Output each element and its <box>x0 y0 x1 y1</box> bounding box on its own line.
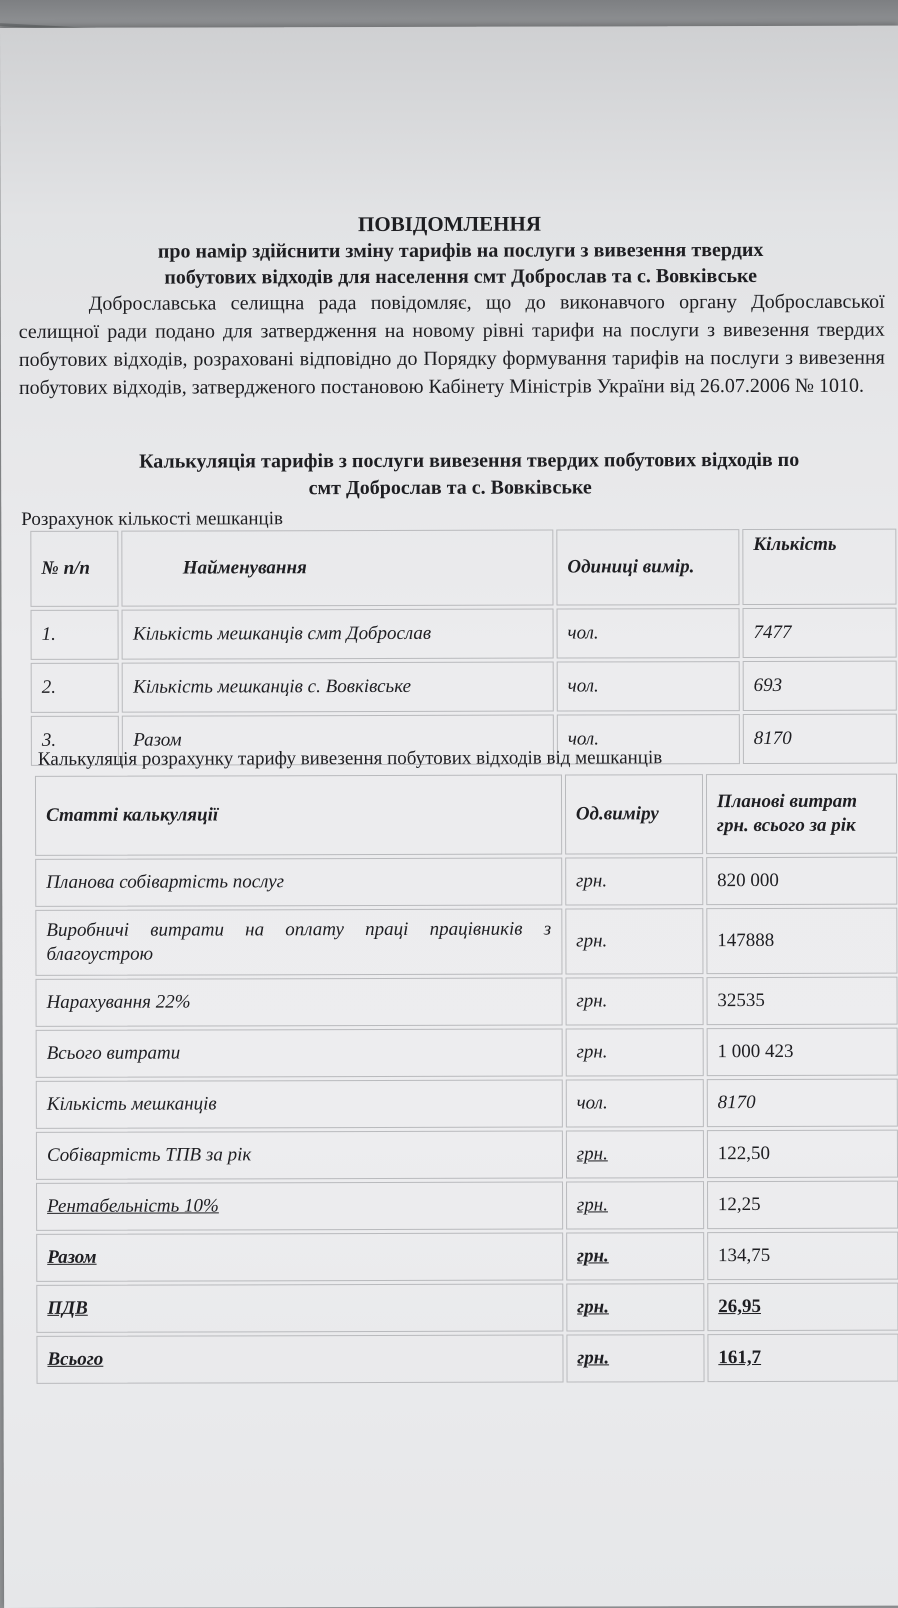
row-item: Виробничі витрати на оплату праці працівників з благоустрою <box>35 909 562 976</box>
row-value: 820 000 <box>706 857 897 906</box>
row-item: Собівартість ТПВ за рік <box>36 1131 563 1180</box>
table-row <box>36 1079 898 1129</box>
row-unit: грн. <box>565 1028 703 1076</box>
residents-header-row <box>30 529 896 607</box>
row-value: 12,25 <box>707 1181 898 1230</box>
calc-heading-line1: Калькуляція тарифів з послуги вивезення твердих побутових відходів по <box>139 448 800 473</box>
residents-caption: Розрахунок кількості мешканців <box>21 508 283 530</box>
table-row <box>36 1232 898 1282</box>
row-item: Всього <box>36 1335 563 1384</box>
document-subtitle-line1: про намір здійснити зміну тарифів на послуги з вивезення твердих <box>157 239 764 263</box>
table-row <box>36 1181 898 1231</box>
row-unit: чол. <box>556 608 739 658</box>
row-unit: грн. <box>566 1181 704 1229</box>
table-row <box>35 908 897 976</box>
table-row <box>35 857 897 907</box>
table-row <box>36 1028 898 1078</box>
header-qty: Кількість <box>742 529 896 605</box>
calc-heading-line2: смт Доброслав та с. Вовківське <box>308 476 592 500</box>
row-name: Кількість мешканців смт Доброслав <box>122 609 554 660</box>
row-num: 3. <box>31 716 119 766</box>
table-row <box>31 661 897 713</box>
table-row <box>36 1283 898 1333</box>
header-cost: Планові витрат грн. всього за рік <box>706 774 897 855</box>
row-unit: чол. <box>566 1079 704 1127</box>
header-num: № п/п <box>30 531 119 607</box>
table-row <box>31 608 897 660</box>
header-name: Найменування <box>122 530 554 607</box>
table-row <box>35 977 897 1027</box>
row-unit: чол. <box>557 714 740 764</box>
notice-body <box>19 288 885 402</box>
header-unit: Од.виміру <box>565 774 703 854</box>
row-item: Планова собівартість послуг <box>35 858 562 907</box>
document-subtitle-line2: побутових відходів для населення смт Доброслав та с. Вовківське <box>164 265 757 289</box>
row-qty: 8170 <box>743 714 897 764</box>
row-value: 161,7 <box>707 1334 898 1383</box>
row-unit: грн. <box>566 1130 704 1178</box>
row-value: 32535 <box>706 977 897 1026</box>
document-page <box>0 26 898 1608</box>
row-unit: чол. <box>557 661 740 711</box>
row-unit: грн. <box>566 1232 704 1280</box>
header-unit: Одиниці вимір. <box>556 529 739 605</box>
residents-table <box>27 526 898 769</box>
table-row <box>36 1334 898 1384</box>
row-item: Рентабельність 10% <box>36 1182 563 1231</box>
row-unit: грн. <box>566 1334 704 1382</box>
row-item: Всього витрати <box>36 1029 563 1078</box>
document-title: ПОВІДОМЛЕННЯ <box>357 211 542 237</box>
row-value: 147888 <box>706 908 897 975</box>
notice-paragraph: Доброславська селищна рада повідомляє, що до виконавчого органу Доброславської селищної ради подано для затвердження на новому рівні тарифи на послуги з вивезення твердих побутових відходів, розраховані відповідно до Порядку формування тарифів на послуги з вивезення побутових відходів, затвердженого постановою Кабінету Міністрів України від 26.07.2006 № 1010. <box>18 290 885 399</box>
row-value: 1 000 423 <box>706 1028 897 1077</box>
row-unit: грн. <box>566 1283 704 1331</box>
row-item: Разом <box>36 1233 563 1282</box>
tariff-table <box>32 771 898 1387</box>
row-unit: грн. <box>565 908 703 974</box>
row-value: 122,50 <box>707 1130 898 1179</box>
row-unit: грн. <box>565 977 703 1025</box>
row-item: Кількість мешканців <box>36 1080 563 1129</box>
row-item: ПДВ <box>36 1284 563 1333</box>
row-value: 8170 <box>707 1079 898 1128</box>
row-unit: грн. <box>565 857 703 905</box>
header-item: Статті калькуляції <box>35 775 562 856</box>
table-row <box>36 1130 898 1180</box>
row-qty: 7477 <box>742 608 896 658</box>
row-num: 2. <box>31 663 119 713</box>
row-qty: 693 <box>743 661 897 711</box>
row-name: Разом <box>122 715 554 766</box>
row-item: Нарахування 22% <box>35 978 562 1027</box>
tariff-header-row <box>35 774 897 856</box>
row-name: Кількість мешканців с. Вовківське <box>122 662 554 713</box>
tariff-caption: Калькуляція розрахунку тарифу вивезення побутових відходів від мешканців <box>37 747 663 770</box>
row-num: 1. <box>31 610 119 660</box>
row-value: 26,95 <box>707 1283 898 1332</box>
row-value: 134,75 <box>707 1232 898 1281</box>
